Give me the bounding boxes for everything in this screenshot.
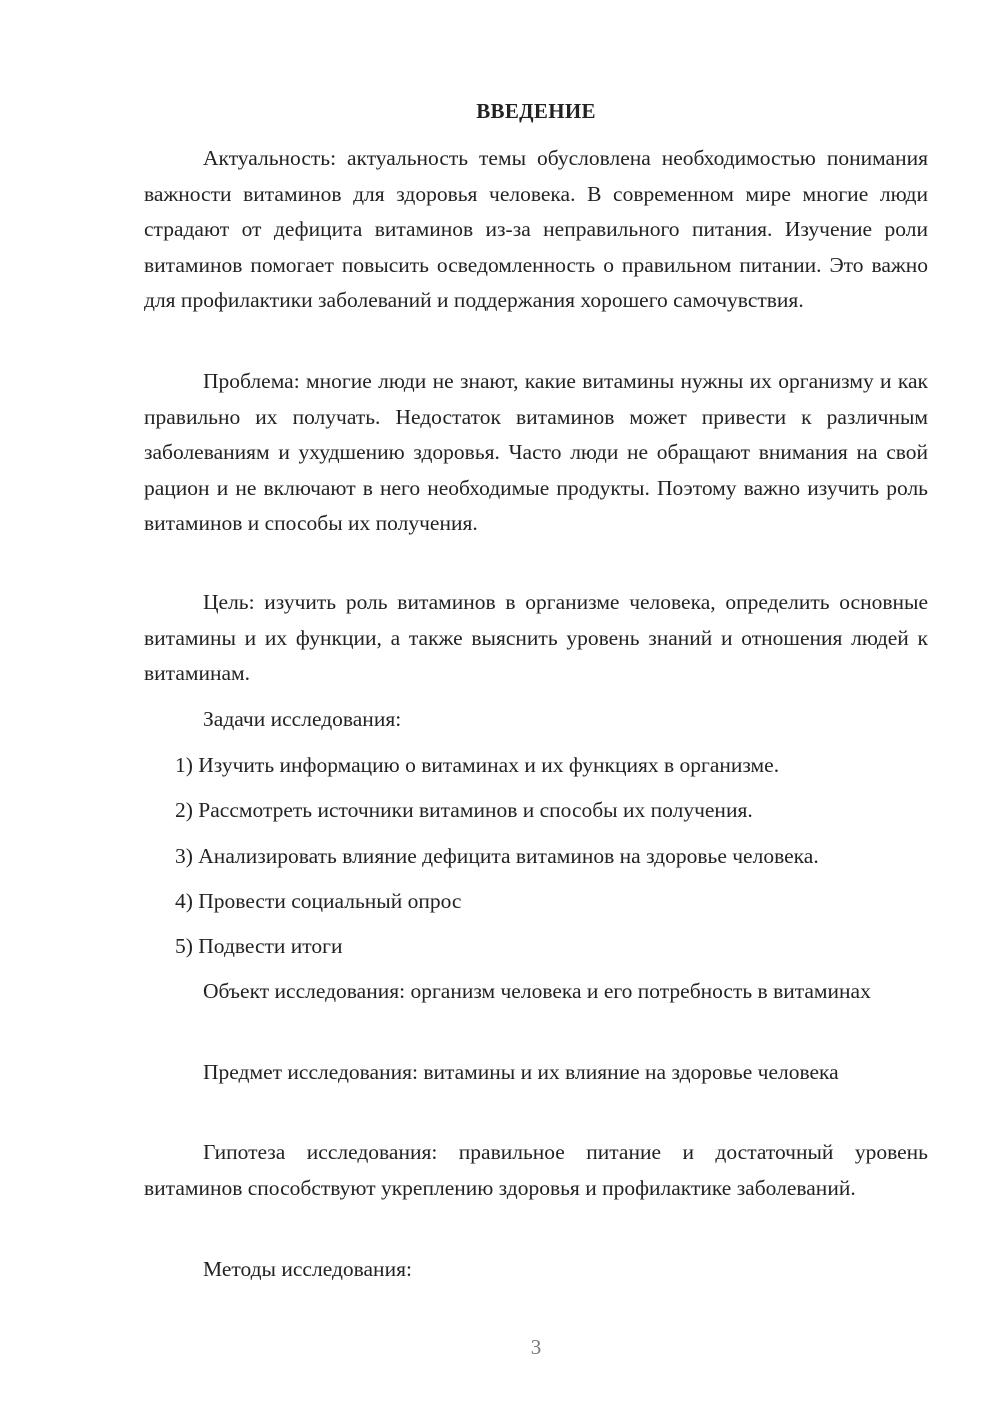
list-item: 1) Изучить информацию о витаминах и их функциях в организме.: [175, 753, 780, 777]
paragraph-goal: Цель: изучить роль витаминов в организме человека, определить основные витамины и их функции, а также выяснить уровень знаний и отношения людей к витаминам.: [144, 590, 928, 685]
list-item: 4) Провести социальный опрос: [175, 889, 462, 913]
list-item: 5) Подвести итоги: [175, 934, 343, 958]
list-item: 2) Рассмотреть источники витаминов и способы их получения.: [175, 798, 753, 822]
list-item: 3) Анализировать влияние дефицита витаминов на здоровье человека.: [175, 844, 819, 868]
paragraph-object: Объект исследования: организм человека и его потребность в витаминах: [203, 979, 871, 1003]
paragraph-subject: Предмет исследования: витамины и их влияние на здоровье человека: [203, 1060, 839, 1084]
methods-heading: Методы исследования:: [203, 1257, 412, 1281]
paragraph-problem: Проблема: многие люди не знают, какие витамины нужны их организму и как правильно их получать. Недостаток витаминов может привести к различным заболеваниям и ухудшению здоровья. Часто люди не обращают внимания на свой рацион и не включают в него необходимые продукты. Поэтому важно изучить роль витаминов и способы их получения.: [144, 369, 928, 535]
paragraph-relevance: Актуальность: актуальность темы обусловлена необходимостью понимания важности витаминов для здоровья человека. В современном мире многие люди страдают от дефицита витаминов из-за неправильного питания. Изучение роли витаминов помогает повысить осведомленность о правильном питании. Это важно для профилактики заболеваний и поддержания хорошего самочувствия.: [144, 146, 928, 312]
page-number: 3: [530, 1335, 542, 1359]
tasks-heading: Задачи исследования:: [203, 707, 402, 731]
paragraph-hypothesis: Гипотеза исследования: правильное питание и достаточный уровень витаминов способствуют укреплению здоровья и профилактике заболеваний.: [144, 1140, 928, 1200]
page-title: ВВЕДЕНИЕ: [476, 99, 596, 123]
